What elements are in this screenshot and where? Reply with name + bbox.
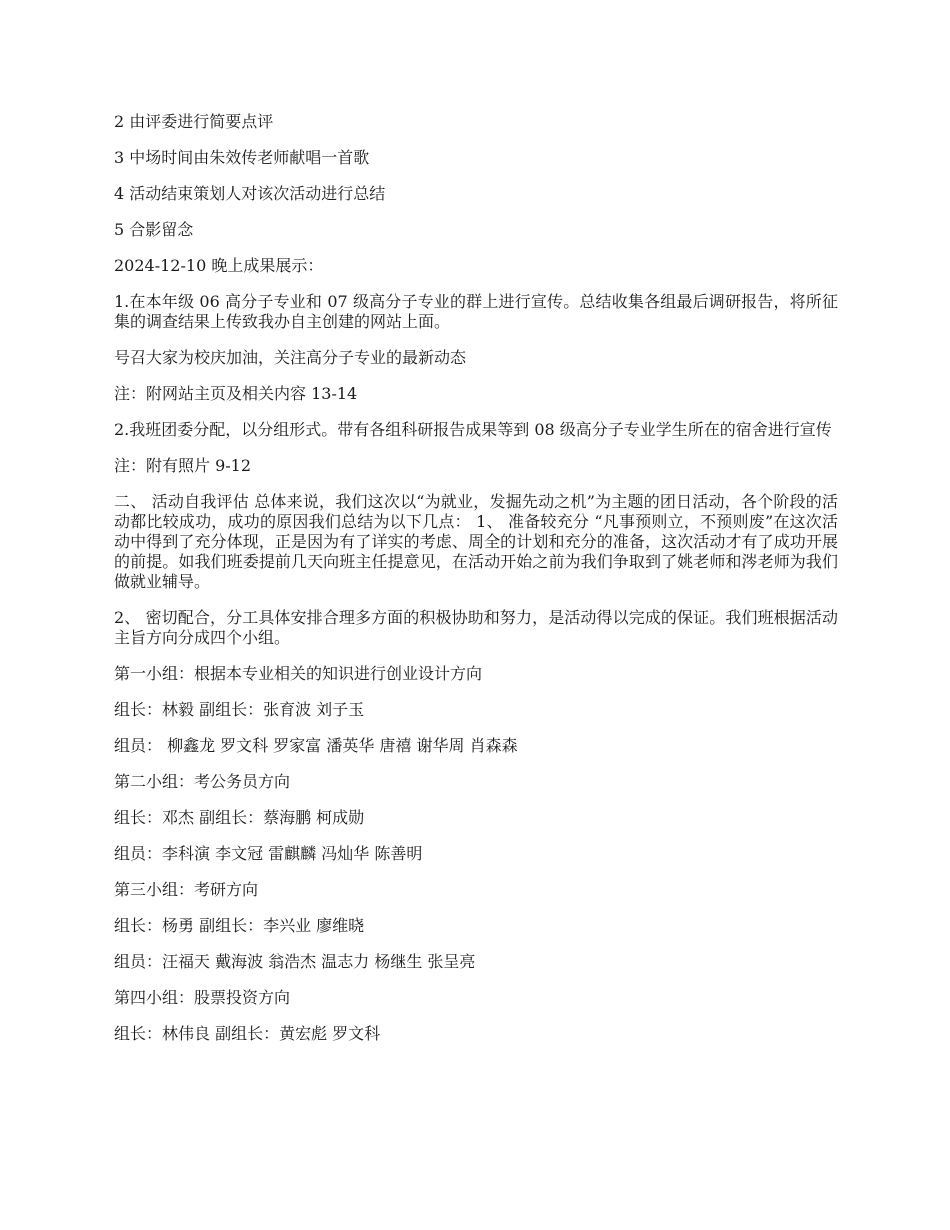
paragraph-call-to-action: 号召大家为校庆加油，关注高分子专业的最新动态 xyxy=(114,348,467,367)
list-step-5: 5 合影留念 xyxy=(114,220,194,239)
group-1-leaders: 组长：林毅 副组长：张育波 刘子玉 xyxy=(114,700,365,719)
group-1-heading: 第一小组：根据本专业相关的知识进行创业设计方向 xyxy=(114,664,483,683)
group-2-leaders: 组长：邓杰 副组长：蔡海鹏 柯成勋 xyxy=(114,808,365,827)
group-2-heading: 第二小组：考公务员方向 xyxy=(114,772,291,791)
list-step-4: 4 活动结束策划人对该次活动进行总结 xyxy=(114,184,386,203)
list-step-2: 2 由评委进行简要点评 xyxy=(114,112,274,131)
list-step-3: 3 中场时间由朱效传老师献唱一首歌 xyxy=(114,148,370,167)
document-body xyxy=(114,112,838,1060)
note-photos: 注：附有照片 9-12 xyxy=(114,456,252,475)
paragraph-promotion-2: 2.我班团委分配，以分组形式。带有各组科研报告成果等到 08 级高分子专业学生所在的宿舍进行宣传 xyxy=(114,420,832,439)
group-3-members: 组员：汪福天 戴海波 翁浩杰 温志力 杨继生 张呈亮 xyxy=(114,952,476,971)
group-4-heading: 第四小组：股票投资方向 xyxy=(114,988,291,1007)
group-3-leaders: 组长：杨勇 副组长：李兴业 廖维晓 xyxy=(114,916,365,935)
paragraph-promotion-1: 1.在本年级 06 高分子专业和 07 级高分子专业的群上进行宣传。总结收集各组最后调研报告，将所征集的调查结果上传致我办自主创建的网站上面。 xyxy=(114,292,838,331)
note-website: 注：附网站主页及相关内容 13-14 xyxy=(114,384,358,403)
group-1-members: 组员： 柳鑫龙 罗文科 罗家富 潘英华 唐禧 谢华周 肖森森 xyxy=(114,736,518,755)
group-4-leaders: 组长：林伟良 副组长：黄宏彪 罗文科 xyxy=(114,1024,381,1043)
group-3-heading: 第三小组：考研方向 xyxy=(114,880,259,899)
section-date-heading: 2024-12-10 晚上成果展示： xyxy=(114,256,324,275)
paragraph-self-evaluation: 二、 活动自我评估 总体来说，我们这次以“为就业，发掘先动之机”为主题的团日活动，各个阶段的活动都比较成功，成功的原因我们总结为以下几点： 1、 准备较充分 “凡事预则立，不预则废”在这次活动中得到了充分体现，正是因为有了详实的考虑、周全的计划和充分的准备，这次活动才有了成功开展的前提。如我们班委提前几天向班主任提意见，在活动开始之前为我们争取到了姚老师和涔老师为我们做就业辅导。 xyxy=(114,492,838,591)
paragraph-cooperation: 2、 密切配合，分工具体安排合理多方面的积极协助和努力，是活动得以完成的保证。我们班根据活动主旨方向分成四个小组。 xyxy=(114,608,838,647)
group-2-members: 组员：李科演 李文冠 雷麒麟 冯灿华 陈善明 xyxy=(114,844,423,863)
